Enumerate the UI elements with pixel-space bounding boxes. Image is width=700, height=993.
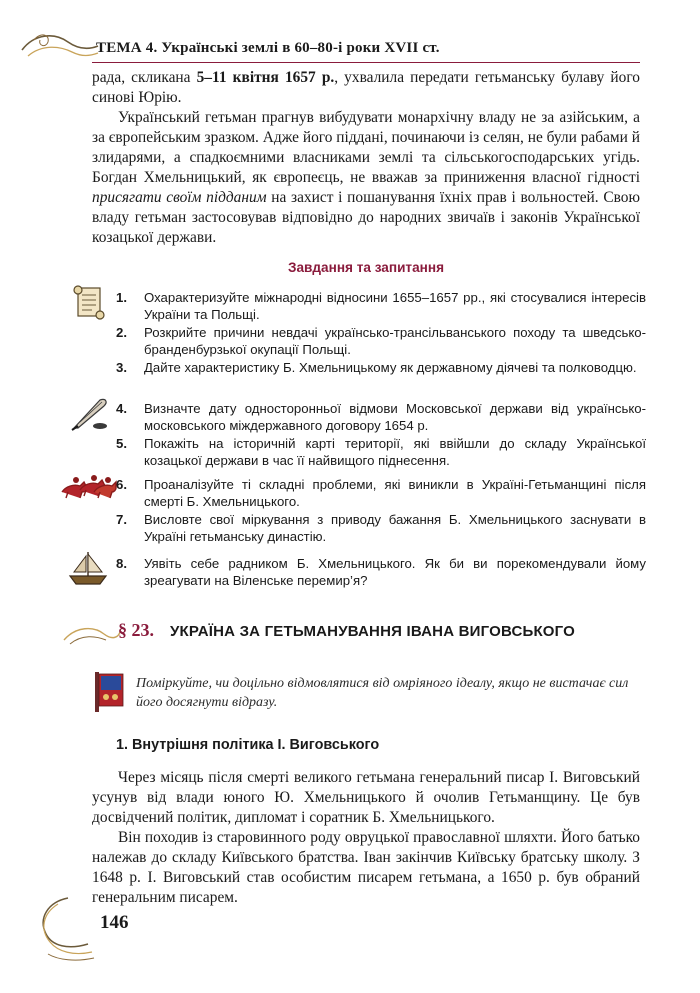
flourish-ornament-bottom: [28, 894, 98, 966]
question-item: 3. Дайте характеристику Б. Хмельницькому як державному діячеві та полководцю.: [116, 360, 637, 375]
questions-group-1: [116, 289, 646, 377]
quill-icon: [70, 396, 110, 432]
questions-group-3: [116, 476, 646, 546]
question-item: 4. Визначте дату односторонньої відмови Московської держави від українсько-московського міждержавного договору 1654 р.: [116, 401, 646, 433]
questions-heading: Завдання та запитання: [287, 260, 445, 275]
questions-group-2: [116, 400, 646, 470]
question-item: 6. Проаналізуйте ті складні проблеми, які виникли в Україні-Гетьманщині після смерті Б. Хмельницького.: [116, 477, 646, 509]
question-item: 7. Висловте свої міркування з приводу бажання Б. Хмельницького заснувати в Україні гетьманську династію.: [116, 512, 646, 544]
running-head-title: ТЕМА 4. Українські землі в 60–80-і роки XVII ст.: [96, 40, 440, 56]
question-item: 8. Уявіть себе радником Б. Хмельницького. Як би ви порекомендували йому зреагувати на Віленське перемир’я?: [116, 556, 646, 588]
question-item: 2. Розкрийте причини невдачі українсько-трансільванського походу та шведсько-бранденбурзької окупації Польщі.: [116, 325, 646, 357]
question-item: 1. Охарактеризуйте міжнародні відносини 1655–1657 рр., які стосувалися інтересів України та Польщі.: [116, 290, 646, 322]
reflection-prompt: Поміркуйте, чи доцільно відмовлятися від омріяного ідеалу, якщо не вистачає сил його досягнути відразу.: [136, 676, 629, 710]
flag-icon: [92, 668, 126, 714]
scroll-icon: [72, 282, 108, 322]
header-rule: [92, 62, 640, 63]
section-number: § 23.: [118, 620, 154, 640]
question-item: 5. Покажіть на історичній карті території, які ввійшли до складу Української козацької держави в час її найвищого піднесення.: [116, 436, 646, 468]
ship-icon: [66, 548, 110, 588]
page-number: 146: [100, 912, 129, 933]
flourish-ornament-top: [20, 26, 100, 66]
horsemen-icon: [58, 470, 118, 502]
intro-paragraph-2: Український гетьман прагнув вибудувати монархічну владу не за азійським, а за європейським зразком. Адже його піддані, починаючи із селян, не були рабами й злидарями, а спадкоємними власниками землі та сільськогосподарських угідь. Богдан Хмельницький, як європеєць, не вважав за приниження власної гідності присягати своїм підданим на захист і пошанування їхніх прав і вольностей. Свою владу гетьман застосовував відповідно до народних звичаїв і законів Української козацької держави.: [92, 109, 640, 246]
section-title: УКРАЇНА ЗА ГЕТЬМАНУВАННЯ ІВАНА ВИГОВСЬКОГО: [170, 623, 576, 640]
section-paragraph-1: Через місяць після смерті великого гетьмана генеральний писар І. Виговський усунув від влади юного Ю. Хмельницького й очолив Гетьманщину. Це був досвідчений політик, дипломат і соратник Б. Хмельницького.: [92, 769, 640, 826]
section-paragraph-2: Він походив із старовинного роду овруцької православної шляхти. Його батько належав до складу Київського братства. Іван закінчив Київську братську школу. З 1648 р. І. Виговський став особистим писарем гетьмана, а 1650 р. був обраний генеральним писарем.: [92, 829, 640, 906]
questions-group-4: [116, 555, 646, 590]
intro-paragraph-1: рада, скликана 5–11 квітня 1657 р., ухвалила передати гетьманську булаву його синові Юрію.: [92, 69, 640, 106]
intro-text: [92, 68, 640, 248]
subsection-heading: 1. Внутрішня політика І. Виговського: [116, 737, 380, 753]
section-text: [92, 768, 640, 908]
